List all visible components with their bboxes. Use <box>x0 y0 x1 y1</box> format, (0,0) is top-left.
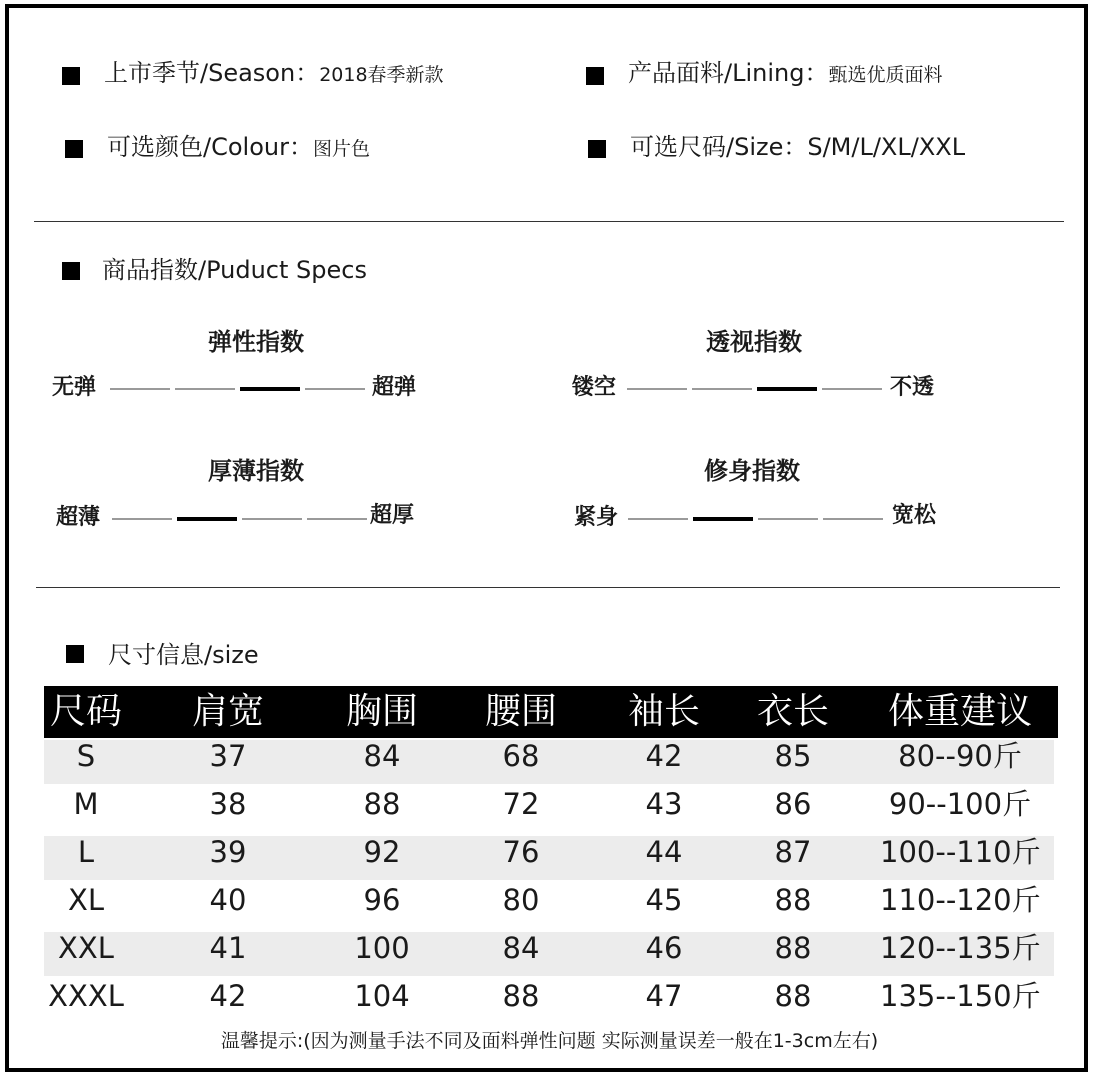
spec-scale-segment <box>110 388 170 390</box>
table-cell: 88 <box>774 883 812 917</box>
table-cell: 88 <box>774 931 812 965</box>
table-cell: 42 <box>209 979 247 1013</box>
table-cell: 88 <box>363 787 401 821</box>
colour-value: 图片色 <box>312 138 370 160</box>
measurement-note: 温馨提示:(因为测量手法不同及面料弹性问题 实际测量误差一般在1-3cm左右) <box>220 1030 879 1052</box>
table-cell: 80 <box>502 883 540 917</box>
table-cell: 84 <box>502 931 540 965</box>
table-cell: M <box>73 787 99 821</box>
spec-left-label: 超薄 <box>56 505 101 530</box>
table-cell: 72 <box>502 787 540 821</box>
spec-right-label: 宽松 <box>892 503 937 528</box>
table-cell: L <box>77 835 95 869</box>
spec-scale-segment <box>112 518 172 520</box>
table-cell: 44 <box>645 835 683 869</box>
table-cell: 85 <box>774 739 812 773</box>
size-info <box>630 132 965 162</box>
table-cell: 86 <box>774 787 812 821</box>
table-cell: 37 <box>209 739 247 773</box>
spec-scale-segment <box>627 388 687 390</box>
divider <box>36 587 1060 588</box>
table-cell: 110--120斤 <box>880 883 1041 917</box>
spec-right-label: 超厚 <box>370 503 415 528</box>
specs-title: 商品指数/Puduct Specs <box>102 256 367 284</box>
spec-scale-marker <box>240 387 300 391</box>
table-cell: 68 <box>502 739 540 773</box>
spec-scale-segment <box>175 388 235 390</box>
table-cell: 80--90斤 <box>898 739 1022 773</box>
table-cell: XXL <box>58 931 114 965</box>
table-cell: 87 <box>774 835 812 869</box>
spec-right-label: 超弹 <box>372 375 417 400</box>
spec-title: 透视指数 <box>706 328 802 356</box>
spec-scale-marker <box>757 387 817 391</box>
table-cell: 43 <box>645 787 683 821</box>
table-header-cell: 腰围 <box>484 691 557 732</box>
table-header-cell: 衣长 <box>756 691 829 732</box>
spec-left-label: 无弹 <box>52 375 97 400</box>
table-cell: 38 <box>209 787 247 821</box>
spec-scale-marker <box>177 517 237 521</box>
spec-title: 修身指数 <box>704 457 800 485</box>
table-cell: 135--150斤 <box>880 979 1041 1013</box>
table-cell: 40 <box>209 883 247 917</box>
table-header-cell: 尺码 <box>49 691 122 732</box>
colour-info <box>107 132 370 164</box>
table-header-cell: 肩宽 <box>191 691 264 732</box>
size-label: 可选尺码/Size： <box>630 133 808 161</box>
spec-scale-segment <box>692 388 752 390</box>
bullet-square-icon <box>65 140 83 158</box>
divider <box>34 221 1064 222</box>
bullet-square-icon <box>586 67 604 85</box>
season-label: 上市季节/Season： <box>104 59 320 87</box>
spec-scale-segment <box>305 388 365 390</box>
table-cell: 104 <box>354 979 410 1013</box>
spec-scale-marker <box>693 517 753 521</box>
season-value: 2018春季新款 <box>319 64 444 86</box>
lining-info <box>628 58 942 90</box>
colour-label: 可选颜色/Colour： <box>107 133 313 161</box>
table-cell: 84 <box>363 739 401 773</box>
table-cell: 88 <box>502 979 540 1013</box>
table-cell: 90--100斤 <box>888 787 1032 821</box>
bullet-square-icon <box>588 140 606 158</box>
spec-left-label: 紧身 <box>574 505 619 530</box>
table-cell: 76 <box>502 835 540 869</box>
table-cell: 120--135斤 <box>880 931 1041 965</box>
table-cell: 100 <box>354 931 410 965</box>
table-cell: 100--110斤 <box>880 835 1041 869</box>
size-table-title: 尺寸信息/size <box>108 641 259 669</box>
table-cell: 92 <box>363 835 401 869</box>
table-cell: S <box>76 739 96 773</box>
spec-scale-segment <box>628 518 688 520</box>
table-cell: 45 <box>645 883 683 917</box>
table-cell: XXXL <box>48 979 124 1013</box>
table-cell: 96 <box>363 883 401 917</box>
table-cell: XL <box>67 883 105 917</box>
table-cell: 88 <box>774 979 812 1013</box>
lining-value: 甄选优质面料 <box>828 64 943 86</box>
spec-scale-segment <box>242 518 302 520</box>
lining-label: 产品面料/Lining： <box>628 59 829 87</box>
spec-title: 厚薄指数 <box>208 457 304 485</box>
table-cell: 47 <box>645 979 683 1013</box>
spec-scale-segment <box>758 518 818 520</box>
spec-right-label: 不透 <box>890 375 935 400</box>
spec-title: 弹性指数 <box>208 328 304 356</box>
table-cell: 46 <box>645 931 683 965</box>
table-header-cell: 体重建议 <box>887 691 1032 732</box>
spec-scale-segment <box>307 518 367 520</box>
bullet-square-icon <box>66 645 84 663</box>
table-header-cell: 胸围 <box>345 691 418 732</box>
table-cell: 41 <box>209 931 247 965</box>
table-cell: 39 <box>209 835 247 869</box>
table-cell: 42 <box>645 739 683 773</box>
season-info <box>104 58 444 90</box>
bullet-square-icon <box>62 67 80 85</box>
spec-scale-segment <box>822 388 882 390</box>
bullet-square-icon <box>62 262 80 280</box>
spec-scale-segment <box>823 518 883 520</box>
size-value: S/M/L/XL/XXL <box>807 133 966 161</box>
spec-left-label: 镂空 <box>572 375 617 400</box>
table-header-cell: 袖长 <box>627 691 700 732</box>
